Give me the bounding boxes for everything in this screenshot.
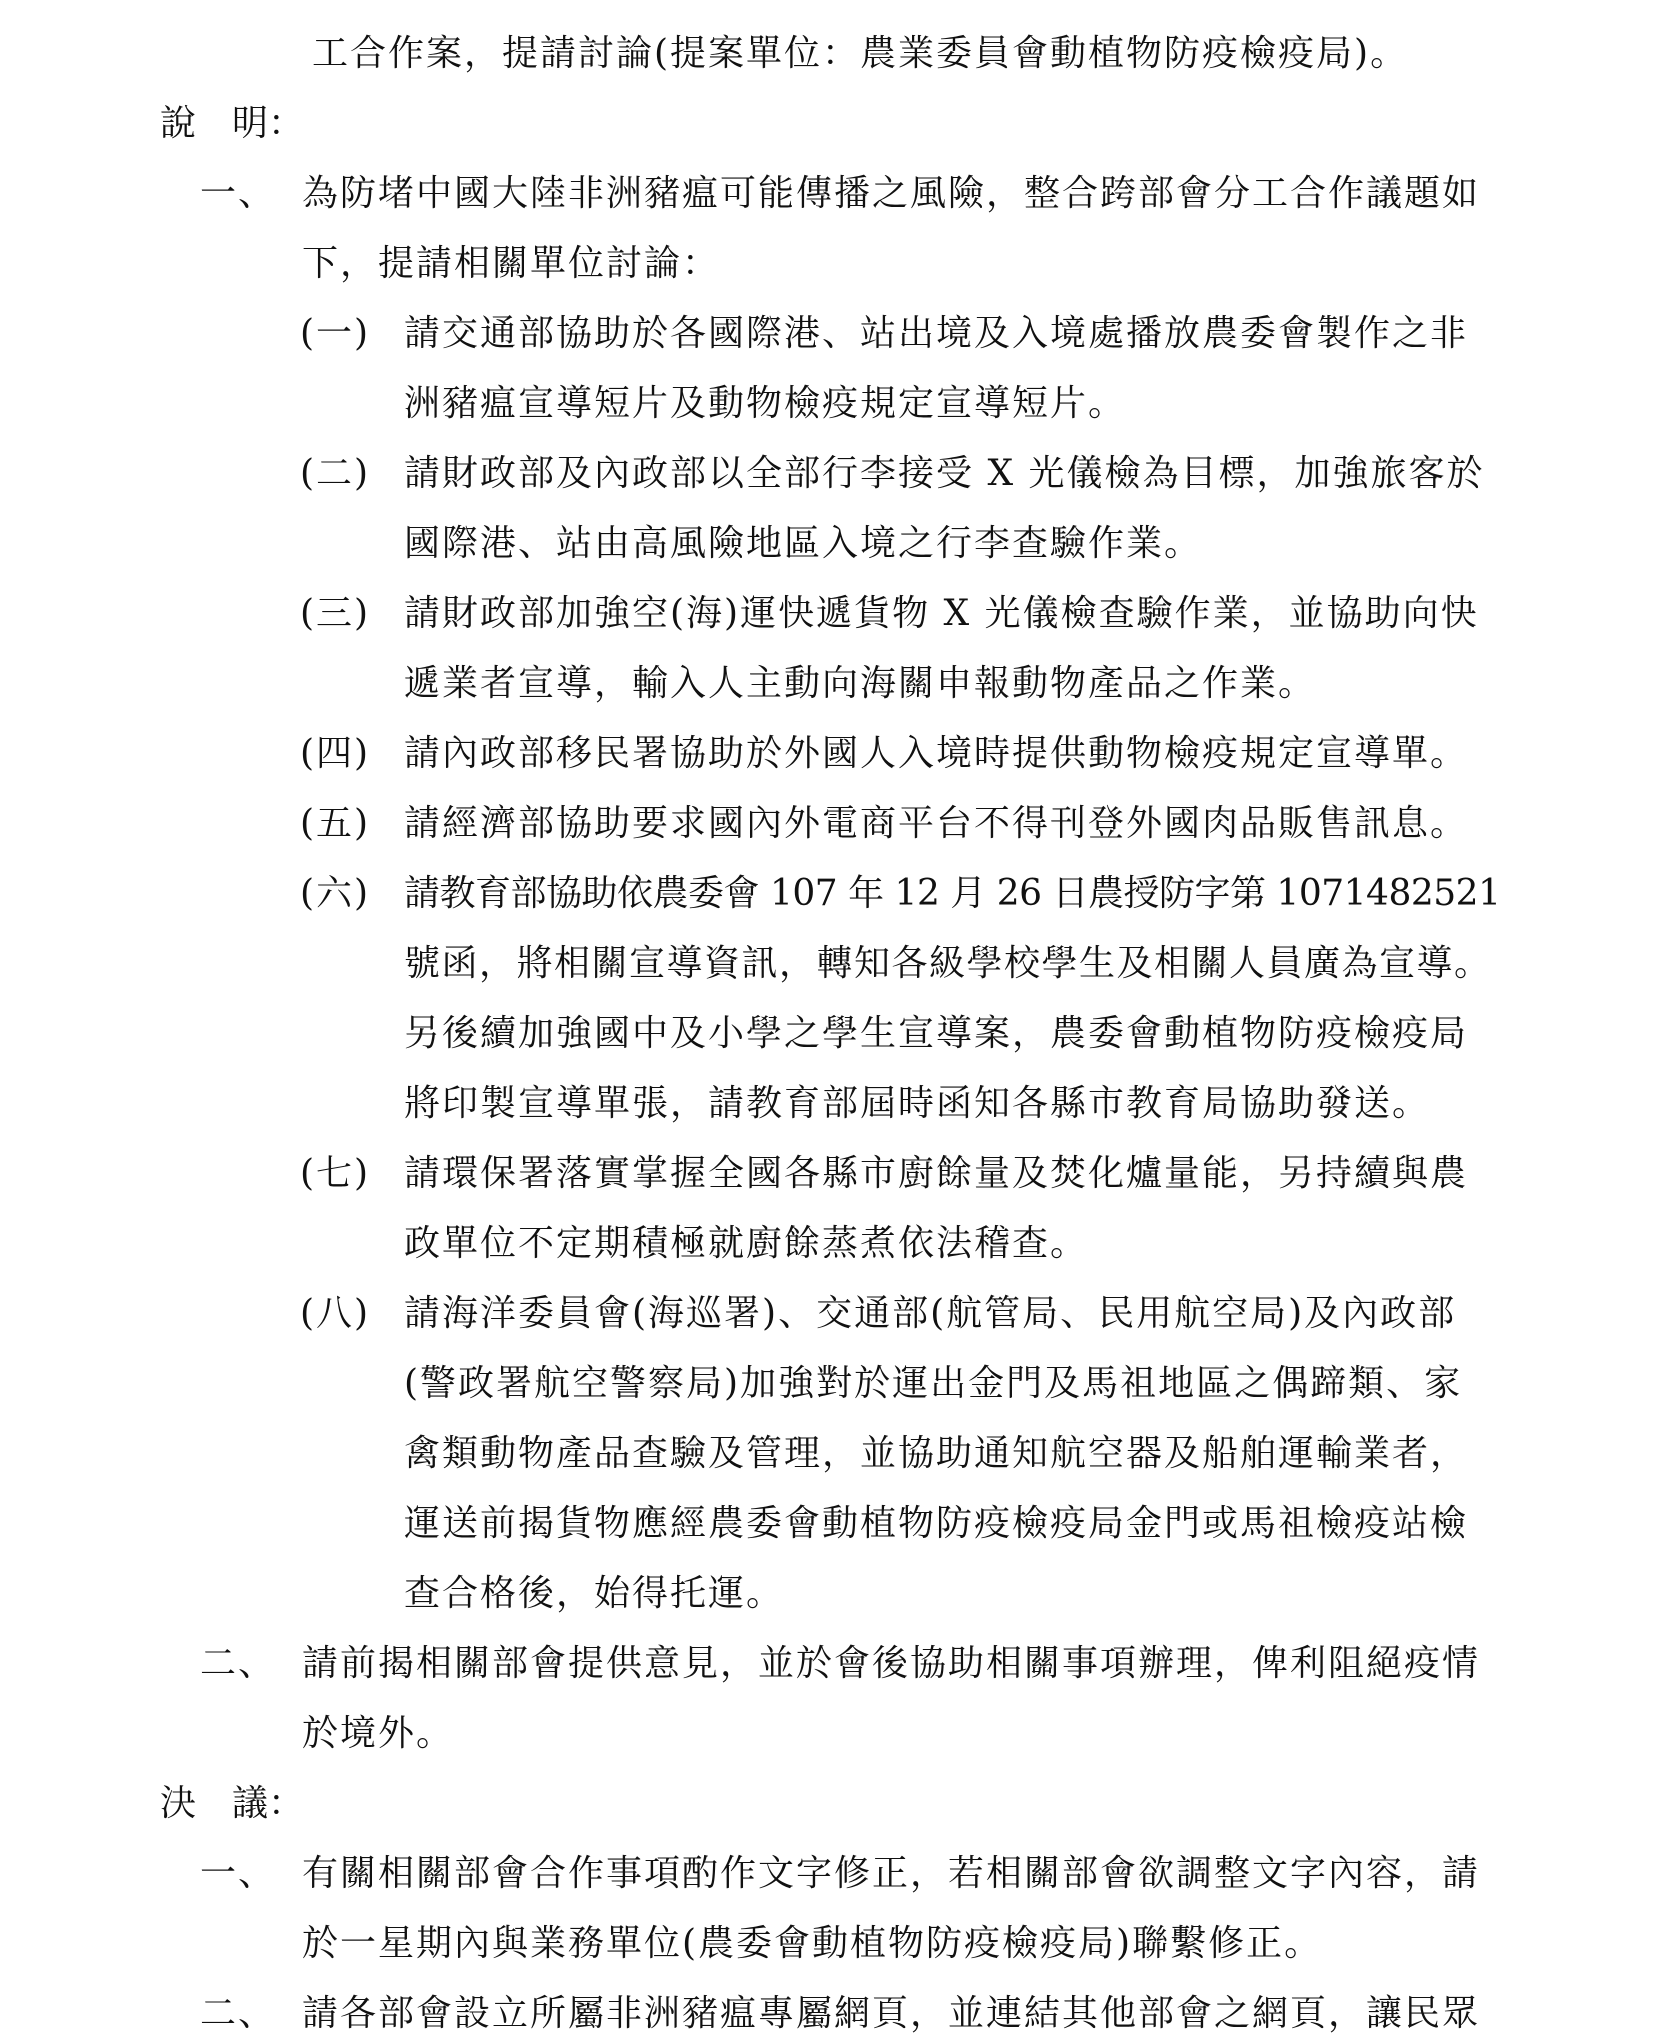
heading-char: 明：: [232, 103, 305, 144]
item-text: 有關相關部會合作事項酌作文字修正，若相關部會欲調整文字內容，請: [302, 1853, 1481, 1894]
heading-char: 決: [160, 1783, 197, 1824]
item-text: 下，提請相關單位討論：: [302, 243, 721, 284]
subitem-marker: (八): [300, 1293, 371, 1334]
item-marker: 二、: [200, 1643, 277, 1684]
subitem-text: 國際港、站由高風險地區入境之行李查驗作業。: [404, 523, 1203, 564]
subitem-text: 請財政部加強空(海)運快遞貨物 X 光儀檢查驗作業，並協助向快: [404, 593, 1479, 634]
subitem-text: 請經濟部協助要求國內外電商平台不得刊登外國肉品販售訊息。: [404, 803, 1469, 844]
subitem-marker: (六): [300, 873, 371, 914]
item-text: 於一星期內與業務單位(農委會動植物防疫檢疫局)聯繫修正。: [302, 1923, 1323, 1964]
subitem-text: 請海洋委員會(海巡署)、交通部(航管局、民用航空局)及內政部: [404, 1293, 1457, 1334]
subitem-text: 請環保署落實掌握全國各縣市廚餘量及焚化爐量能，另持續與農: [404, 1153, 1469, 1194]
subitem-text: 運送前揭貨物應經農委會動植物防疫檢疫局金門或馬祖檢疫站檢: [404, 1503, 1469, 1544]
subitem-text: 另後續加強國中及小學之學生宣導案，農委會動植物防疫檢疫局: [404, 1013, 1469, 1054]
subitem-text: 請財政部及內政部以全部行李接受 X 光儀檢為目標，加強旅客於: [404, 453, 1485, 494]
subitem-text: 將印製宣導單張，請教育部屆時函知各縣市教育局協助發送。: [404, 1083, 1431, 1124]
item-text: 請前揭相關部會提供意見，並於會後協助相關事項辦理，俾利阻絕疫情: [302, 1643, 1481, 1684]
subitem-marker: (二): [300, 453, 371, 494]
subitem-marker: (三): [300, 593, 371, 634]
item-marker: 一、: [200, 173, 277, 214]
subitem-text: 遞業者宣導，輸入人主動向海關申報動物產品之作業。: [404, 663, 1317, 704]
section-heading-explain: [160, 102, 304, 146]
item-text: 請各部會設立所屬非洲豬瘟專屬網頁，並連結其他部會之網頁，讓民眾: [302, 1993, 1481, 2034]
subitem-text: 請教育部協助依農委會 107 年 12 月 26 日農授防字第 1071482521: [404, 873, 1501, 914]
heading-char: 說: [160, 103, 197, 144]
subitem-text: (警政署航空警察局)加強對於運出金門及馬祖地區之偶蹄類、家: [404, 1363, 1463, 1404]
subitem-text: 政單位不定期積極就廚餘蒸煮依法稽查。: [404, 1223, 1089, 1264]
subitem-text: 請交通部協助於各國際港、站出境及入境處播放農委會製作之非: [404, 313, 1469, 354]
section-heading-resolve: [160, 1782, 304, 1826]
subitem-marker: (一): [300, 313, 371, 354]
item-text: 於境外。: [302, 1713, 455, 1754]
subitem-text: 查合格後，始得托運。: [404, 1573, 785, 1614]
subitem-text: 禽類動物產品查驗及管理，並協助通知航空器及船舶運輸業者，: [404, 1433, 1469, 1474]
subitem-text: 請內政部移民署協助於外國人入境時提供動物檢疫規定宣導單。: [404, 733, 1469, 774]
subitem-text: 洲豬瘟宣導短片及動物檢疫規定宣導短片。: [404, 383, 1127, 424]
subitem-text: 號函，將相關宣導資訊，轉知各級學校學生及相關人員廣為宣導。: [404, 943, 1492, 984]
intro-line: 工合作案，提請討論(提案單位：農業委員會動植物防疫檢疫局)。: [312, 33, 1409, 74]
item-marker: 一、: [200, 1853, 277, 1894]
subitem-marker: (七): [300, 1153, 371, 1194]
subitem-marker: (五): [300, 803, 371, 844]
subitem-marker: (四): [300, 733, 371, 774]
heading-char: 議：: [232, 1783, 305, 1824]
item-marker: 二、: [200, 1993, 277, 2034]
item-text: 為防堵中國大陸非洲豬瘟可能傳播之風險，整合跨部會分工合作議題如: [302, 173, 1481, 214]
